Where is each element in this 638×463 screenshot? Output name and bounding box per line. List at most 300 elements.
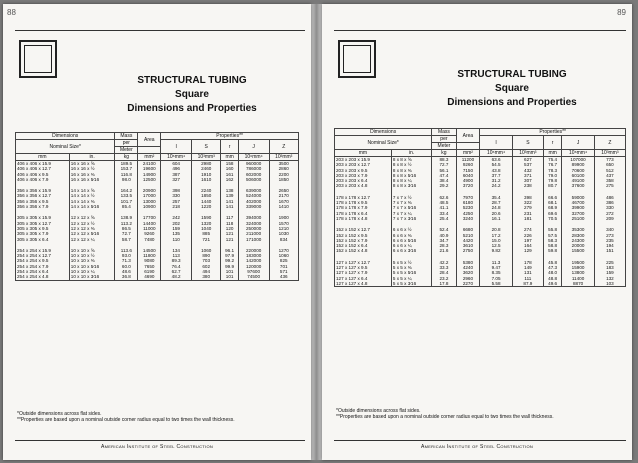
table-cell: 17.8 <box>432 281 456 287</box>
table-row <box>335 281 626 287</box>
table-cell: 1030 <box>269 231 299 236</box>
table-cell: 120000 <box>238 264 269 269</box>
table-cell: 139 <box>221 193 238 198</box>
unit-mm: mm <box>16 154 70 161</box>
table-cell: 37600 <box>562 183 594 188</box>
table-cell: 386 <box>594 200 625 205</box>
table-cell: 34.7 <box>432 238 456 243</box>
table-cell: 85.4 <box>115 204 138 209</box>
table-cell: 19500 <box>562 260 594 265</box>
table-cell: 7.05 <box>480 276 512 281</box>
table-subtitle: Square <box>495 83 529 94</box>
mass-header: Mass <box>115 133 138 140</box>
table-cell: 24.2 <box>480 183 512 188</box>
table-cell: 121 <box>221 237 238 242</box>
table-cell: 2240 <box>192 188 221 193</box>
table-cell: 24300 <box>562 238 594 243</box>
table-cell: 23.2 <box>432 276 456 281</box>
table-cell: 74500 <box>238 274 269 280</box>
table-cell: 127 x 127 x 9.5 <box>335 265 392 270</box>
table-cell: 2860 <box>269 166 299 171</box>
table-cell: 16 x 16 x ⅜ <box>69 172 115 177</box>
table-cell: 12 x 12 x ¼ <box>69 237 115 242</box>
table-cell: 59.8 <box>543 248 561 253</box>
table-cell: 24100 <box>138 161 161 167</box>
table-cell: 58.8 <box>543 243 561 248</box>
table-cell: 7 x 7 x 3⁄16 <box>391 216 431 221</box>
table-cell: 69.6 <box>543 211 561 216</box>
table-cell: 406 x 406 x 15.9 <box>16 161 70 167</box>
table-cell: 7650 <box>138 264 161 269</box>
table-cell: 178 x 178 x 9.5 <box>335 200 392 205</box>
table-cell: 189.5 <box>115 161 138 167</box>
table-cell: 6680 <box>456 227 480 232</box>
table-cell: 322 <box>512 200 543 205</box>
mass-header: Mass <box>432 129 456 136</box>
area-header: Area <box>138 133 161 147</box>
unit-I: 10⁶mm⁴ <box>480 150 512 157</box>
table-cell: 160 <box>221 166 238 171</box>
footnote-1: *Outside dimensions across flat sides. <box>336 408 421 414</box>
properties-header: Properties** <box>480 129 626 136</box>
table-cell: 12 x 12 x ⅜ <box>69 226 115 231</box>
table-cell: 339000 <box>238 204 269 209</box>
table-cell: 203 x 203 x 6.4 <box>335 178 392 183</box>
unit-I: 10⁶mm⁴ <box>161 154 192 161</box>
table-cell: 225 <box>594 260 625 265</box>
blank-header <box>456 143 480 150</box>
unit-area: mm² <box>138 154 161 161</box>
table-cell: 88.3 <box>432 157 456 163</box>
table-cell: 48.0 <box>543 270 561 275</box>
table-cell: 28.7 <box>480 200 512 205</box>
table-cell: 39900 <box>562 205 594 210</box>
table-cell: 10900 <box>138 204 161 209</box>
table-cell: 2460 <box>192 166 221 171</box>
table-cell: 75.4 <box>543 157 561 163</box>
table-cell: 71.3 <box>115 258 138 263</box>
table-cell: 158 <box>221 161 238 167</box>
table-cell: 825 <box>269 258 299 263</box>
table-cell: 279 <box>512 205 543 210</box>
table-cell: 371 <box>512 173 543 178</box>
table-cell: 1060 <box>192 248 221 253</box>
table-cell: 432 <box>512 168 543 173</box>
square-tube-icon <box>19 40 57 78</box>
table-cell: 29.2 <box>432 183 456 188</box>
table-cell: 16 x 16 x ½ <box>69 166 115 171</box>
table-cell: 330 <box>161 193 192 198</box>
table-cell: 141 <box>221 204 238 209</box>
table-row <box>16 274 299 280</box>
table-cell: 701 <box>269 264 299 269</box>
table-cell: 602000 <box>238 172 269 177</box>
table-cell: 63.6 <box>480 157 512 163</box>
table-cell: 1440 <box>192 199 221 204</box>
table-cell: 6040 <box>456 173 480 178</box>
table-cell: 1570 <box>269 221 299 226</box>
table-cell: 60100 <box>562 173 594 178</box>
table-cell: 118 <box>221 221 238 226</box>
table-cell: 7 x 7 x ½ <box>391 195 431 200</box>
table-cell: 7 x 7 x ¼ <box>391 211 431 216</box>
table-cell: 203 x 203 x 12.7 <box>335 162 392 167</box>
table-cell: 1590 <box>192 215 221 220</box>
table-cell: 33.4 <box>432 211 456 216</box>
table-cell: 305 x 305 x 6.4 <box>16 237 70 242</box>
footnote-1: *Outside dimensions across flat sides. <box>17 411 102 417</box>
table-cell: 1670 <box>269 199 299 204</box>
table-cell: 305 x 305 x 7.9 <box>16 231 70 236</box>
table-cell: 305 x 305 x 12.7 <box>16 221 70 226</box>
right-page <box>322 4 632 460</box>
table-cell: 72.7 <box>115 231 138 236</box>
table-cell: 117 <box>221 215 238 220</box>
table-cell: 406 x 406 x 7.9 <box>16 177 70 182</box>
table-cell: 17700 <box>138 215 161 220</box>
S-header: S <box>192 140 221 154</box>
table-cell: 6180 <box>456 200 480 205</box>
table-cell: 1850 <box>269 177 299 182</box>
table-cell: 62.7 <box>161 269 192 274</box>
table-cell: 394000 <box>238 215 269 220</box>
table-cell: 54.5 <box>480 162 512 167</box>
table-cell: 127 x 127 x 6.4 <box>335 276 392 281</box>
unit-S: 10³mm³ <box>512 150 543 157</box>
table-cell: 57.5 <box>543 233 561 238</box>
table-cell: 17000 <box>138 193 161 198</box>
table-cell: 89900 <box>562 162 594 167</box>
table-cell: 48.6 <box>115 269 138 274</box>
table-cell: 12500 <box>138 177 161 182</box>
table-cell: 10 x 10 x ½ <box>69 253 115 258</box>
table-cell: 254 x 254 x 6.4 <box>16 269 70 274</box>
table-cell: 6 x 6 x ½ <box>391 227 431 232</box>
table-cell: 235 <box>594 238 625 243</box>
table-cell: 209 <box>594 216 625 221</box>
table-cell: 93.0 <box>115 253 138 258</box>
table-cell: 773 <box>594 157 625 163</box>
table-cell: 11000 <box>138 226 161 231</box>
table-cell: 1270 <box>269 248 299 253</box>
square-tube-icon <box>338 40 376 78</box>
table-cell: 402000 <box>238 199 269 204</box>
table-cell: 254 x 254 x 9.5 <box>16 258 70 263</box>
table-cell: 406 x 406 x 9.5 <box>16 172 70 177</box>
table-cell: 142000 <box>238 258 269 263</box>
table-cell: 11800 <box>138 253 161 258</box>
table-cell: 1910 <box>192 172 221 177</box>
table-cell: 437 <box>594 173 625 178</box>
table-cell: 35300 <box>562 227 594 232</box>
table-cell: 307 <box>512 178 543 183</box>
table-cell: 15900 <box>562 265 594 270</box>
table-cell: 6 x 6 x 3⁄16 <box>391 248 431 253</box>
table-cell: 10 x 10 x ⅜ <box>69 258 115 263</box>
table-cell: 10 x 10 x 3⁄16 <box>69 274 115 280</box>
table-cell: 627 <box>512 157 543 163</box>
table-cell: 506000 <box>238 177 269 182</box>
table-cell: 28.3 <box>432 243 456 248</box>
unit-S: 10³mm³ <box>192 154 221 161</box>
table-title: STRUCTURAL TUBING <box>137 75 247 86</box>
table-cell: 55.8 <box>543 227 561 232</box>
table-cell: 4240 <box>456 265 480 270</box>
table-cell: 20900 <box>138 188 161 193</box>
table-cell: 226 <box>512 233 543 238</box>
table-cell: 537 <box>512 162 543 167</box>
table-cell: 20.8 <box>480 227 512 232</box>
publisher-footer: American Institute of Steel Construction <box>100 444 214 450</box>
table-cell: 47.3 <box>543 265 561 270</box>
table-cell: 5 x 5 x 5⁄16 <box>391 270 431 275</box>
table-cell: 356 x 356 x 15.9 <box>16 188 70 193</box>
table-cell: 101 <box>221 269 238 274</box>
table-cell: 1410 <box>269 204 299 209</box>
table-cell: 59000 <box>562 195 594 200</box>
table-cell: 68.1 <box>543 200 561 205</box>
I-header: I <box>480 136 512 150</box>
table-cell: 275 <box>594 183 625 188</box>
table-cell: 5210 <box>456 233 480 238</box>
table-cell: 48.5 <box>432 200 456 205</box>
table-cell: 639000 <box>238 188 269 193</box>
table-cell: 11.3 <box>480 260 512 265</box>
table-cell: 99.2 <box>221 258 238 263</box>
table-cell: 42.2 <box>432 260 456 265</box>
table-cell: 101 <box>221 274 238 280</box>
unit-kg: kg <box>432 150 456 157</box>
table-cell: 149 <box>512 265 543 270</box>
table-cell: 183 <box>594 265 625 270</box>
meter-header: Meter <box>432 143 456 150</box>
table-subtitle-2: Dimensions and Properties <box>447 97 577 108</box>
unit-J: 10⁶mm⁴ <box>238 154 269 161</box>
book-gutter <box>311 4 322 460</box>
table-cell: 6 x 6 x 5⁄16 <box>391 238 431 243</box>
table-cell: 181 <box>512 216 543 221</box>
table-cell: 254 x 254 x 7.9 <box>16 264 70 269</box>
table-cell: 494 <box>192 269 221 274</box>
unit-Z: 10³mm³ <box>594 150 625 157</box>
table-cell: 2170 <box>269 193 299 198</box>
table-cell: 7150 <box>456 168 480 173</box>
table-cell: 134 <box>161 248 192 253</box>
table-cell: 87.9 <box>512 281 543 287</box>
table-cell: 721 <box>192 237 221 242</box>
Z-header: Z <box>269 140 299 154</box>
table-cell: 135 <box>161 231 192 236</box>
table-cell: 33.3 <box>432 265 456 270</box>
table-title: STRUCTURAL TUBING <box>457 69 567 80</box>
table-cell: 650 <box>594 162 625 167</box>
table-cell: 99.9 <box>221 264 238 269</box>
table-cell: 60.0 <box>115 264 138 269</box>
table-cell: 13000 <box>138 199 161 204</box>
table-cell: 5 x 5 x ½ <box>391 260 431 265</box>
table-cell: 1850 <box>192 193 221 198</box>
table-cell: 20.6 <box>480 211 512 216</box>
table-cell: 202 <box>161 221 192 226</box>
table-cell: 159 <box>161 226 192 231</box>
table-cell: 101.7 <box>115 199 138 204</box>
table-cell: 62.6 <box>432 195 456 200</box>
table-cell: 40.9 <box>432 233 456 238</box>
table-cell: 5230 <box>456 205 480 210</box>
page-number: 88 <box>7 8 16 17</box>
table-cell: 2270 <box>456 281 480 287</box>
table-cell: 2980 <box>192 161 221 167</box>
table-cell: 5 x 5 x ⅜ <box>391 265 431 270</box>
table-cell: 127 x 127 x 12.7 <box>335 260 392 265</box>
table-cell: 9080 <box>138 258 161 263</box>
table-cell: 2750 <box>456 248 480 253</box>
table-cell: 37.7 <box>480 173 512 178</box>
table-cell: 32700 <box>562 211 594 216</box>
meter-header: Meter <box>115 147 138 154</box>
table-cell: 380 <box>192 274 221 280</box>
table-cell: 231 <box>512 211 543 216</box>
table-cell: 9.82 <box>480 248 512 253</box>
footnote-2: **Properties are based upon a nominal outside corner radius equal to two times the wall thickness. <box>336 414 554 420</box>
table-cell: 159 <box>594 270 625 275</box>
table-cell: 203 x 203 x 4.8 <box>335 183 392 188</box>
unit-r: mm <box>543 150 561 157</box>
footer-rule <box>334 440 626 441</box>
table-cell: 138.9 <box>115 215 138 220</box>
table-cell: 4690 <box>138 274 161 280</box>
table-cell: 3720 <box>456 183 480 188</box>
table-cell: 12 x 12 x 5⁄16 <box>69 231 115 236</box>
table-cell: 111 <box>512 276 543 281</box>
left-page <box>3 4 311 460</box>
table-cell: 2650 <box>269 188 299 193</box>
table-cell: 7 x 7 x ⅜ <box>391 200 431 205</box>
table-cell: 14400 <box>138 221 161 226</box>
table-cell: 960000 <box>238 161 269 167</box>
table-cell: 164.2 <box>115 188 138 193</box>
table-cell: 524000 <box>238 193 269 198</box>
table-cell: 153.7 <box>115 166 138 171</box>
table-cell: 47.4 <box>432 173 456 178</box>
table-cell: 127 x 127 x 7.9 <box>335 270 392 275</box>
table-cell: 3240 <box>456 216 480 221</box>
table-cell: 14 x 14 x 5⁄16 <box>69 204 115 209</box>
footnotes <box>336 408 616 420</box>
table-cell: 38.4 <box>432 178 456 183</box>
table-cell: 76.7 <box>543 162 561 167</box>
table-cell: 7970 <box>456 195 480 200</box>
table-cell: 356 x 356 x 9.5 <box>16 199 70 204</box>
table-cell: 8 x 8 x ⅜ <box>391 168 431 173</box>
table-cell: 12 x 12 x ½ <box>69 221 115 226</box>
table-cell: 9260 <box>138 231 161 236</box>
table-cell: 86.5 <box>115 226 138 231</box>
table-cell: 16.1 <box>480 216 512 221</box>
table-cell: 486 <box>594 195 625 200</box>
table-cell: 72.7 <box>432 162 456 167</box>
r-header: r <box>221 140 238 154</box>
table-cell: 387 <box>161 172 192 177</box>
table-cell: 21.6 <box>432 248 456 253</box>
table-cell: 512 <box>594 168 625 173</box>
table-cell: 5380 <box>456 260 480 265</box>
table-cell: 6 x 6 x ¼ <box>391 243 431 248</box>
table-cell: 273 <box>594 233 625 238</box>
footnote-2: **Properties are based upon a nominal outside corner radius equal to two times the wall thickness. <box>17 417 235 423</box>
table-cell: 358 <box>594 178 625 183</box>
table-cell: 45.8 <box>543 260 561 265</box>
I-header: I <box>161 140 192 154</box>
table-cell: 12 x 12 x ⅝ <box>69 215 115 220</box>
table-cell: 66.6 <box>543 195 561 200</box>
table-cell: 398 <box>512 195 543 200</box>
table-cell: 406 x 406 x 12.7 <box>16 166 70 171</box>
table-cell: 11200 <box>456 157 480 163</box>
table-cell: 48.2 <box>161 274 192 280</box>
table-cell: 12.5 <box>480 243 512 248</box>
table-cell: 5 x 5 x 3⁄16 <box>391 281 431 287</box>
table-cell: 116.8 <box>115 172 138 177</box>
table-cell: 1040 <box>192 226 221 231</box>
table-cell: 14 x 14 x ⅝ <box>69 188 115 193</box>
table-cell: 3620 <box>456 270 480 275</box>
table-cell: 70600 <box>562 168 594 173</box>
table-cell: 48.8 <box>543 276 561 281</box>
table-cell: 8 x 8 x ¼ <box>391 178 431 183</box>
table-cell: 4900 <box>456 178 480 183</box>
table-cell: 203 x 203 x 15.9 <box>335 157 392 163</box>
table-cell: 35.4 <box>480 195 512 200</box>
footnotes <box>17 411 297 423</box>
table-cell: 5 x 5 x ¼ <box>391 276 431 281</box>
table-cell: 68.9 <box>543 205 561 210</box>
table-cell: 15500 <box>562 248 594 253</box>
table-cell: 356 x 356 x 7.9 <box>16 204 70 209</box>
table-cell: 43.8 <box>480 168 512 173</box>
table-cell: 305 x 305 x 9.5 <box>16 226 70 231</box>
table-cell: 17.2 <box>480 233 512 238</box>
table-cell: 162 <box>221 177 238 182</box>
table-cell: 8 x 8 x ⅝ <box>391 157 431 163</box>
table-cell: 7 x 7 x 5⁄16 <box>391 205 431 210</box>
table-cell: 3610 <box>456 243 480 248</box>
properties-table <box>15 132 299 281</box>
unit-kg: kg <box>115 154 138 161</box>
table-cell: 194 <box>594 243 625 248</box>
table-cell: 7480 <box>138 237 161 242</box>
table-cell: 9260 <box>456 162 480 167</box>
table-cell: 131 <box>512 270 543 275</box>
table-cell: 58.7 <box>115 237 138 242</box>
table-cell: 242 <box>161 215 192 220</box>
table-cell: 203 x 203 x 9.5 <box>335 168 392 173</box>
table-cell: 2200 <box>269 172 299 177</box>
table-cell: 138 <box>221 188 238 193</box>
table-cell: 183000 <box>238 253 269 258</box>
table-cell: 178 x 178 x 7.9 <box>335 205 392 210</box>
table-cell: 52.4 <box>432 227 456 232</box>
per-header: per <box>115 140 138 147</box>
table-cell: 178 x 178 x 12.7 <box>335 195 392 200</box>
table-cell: 49.6 <box>543 281 561 287</box>
unit-Z: 10³mm³ <box>269 154 299 161</box>
table-cell: 1220 <box>192 204 221 209</box>
table-cell: 97600 <box>238 269 269 274</box>
table-cell: 178 <box>512 260 543 265</box>
table-cell: 254 x 254 x 12.7 <box>16 253 70 258</box>
table-cell: 4250 <box>456 211 480 216</box>
